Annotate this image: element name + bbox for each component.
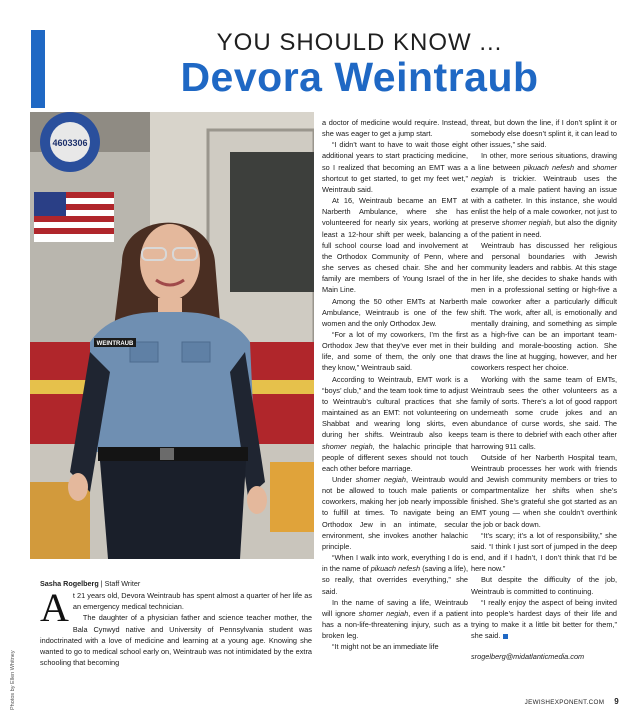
article-column-3 — [471, 117, 617, 663]
paragraph: threat, but down the line, if I don’t splint it or somebody else doesn’t splint it, it can lead to other issues,” she said. — [471, 118, 617, 150]
paragraph: “When I walk into work, everything I do is in the name of pikuach nefesh (saving a life), so really, that overrides everything,” she said. — [322, 553, 468, 596]
paragraph: a doctor of medicine would require. Instead, she was eager to get a jump start. — [322, 118, 468, 139]
paragraph: Among the 50 other EMTs at Narberth Ambulance, Weintraub is one of the few women and the only Orthodox Jew. — [322, 296, 468, 328]
article-column-2 — [322, 117, 468, 653]
intro-paragraph-1: t 21 years old, Devora Weintraub has spent almost a quarter of her life as an emergency medical technician. — [72, 591, 312, 612]
flag-decal — [34, 192, 114, 242]
page-number: 9 — [614, 697, 619, 706]
drop-cap: A — [40, 585, 69, 630]
byline-role: Staff Writer — [104, 579, 141, 588]
paragraph: According to Weintraub, EMT work is a “boys’ club,” and the team took time to adjust to Weintraub’s cultural practices that she maintained as an EMT: not volunteering on Shabbat and wearing long skirts, even during her shifts. Weintraub also keeps shomer negiah, the halachic principle that people of different sexes should not touch each other before marriage. — [322, 374, 468, 473]
author-email-link[interactable]: srogelberg@midatlanticmedia.com — [471, 652, 585, 662]
portrait-photo — [30, 112, 314, 559]
paragraph: “It might not be an immediate life — [332, 642, 439, 652]
end-mark-icon — [503, 634, 508, 639]
paragraph: At 16, Weintraub became an EMT at Narberth Ambulance, where she has volunteered for nearly six years, working at least a 12-hour shift per week, balancing a full school course load and involvement at the Orthodox Community of Penn, where she serves as chesed chair. She and her family are members of Young Israel of the Main Line. — [322, 196, 468, 295]
paragraph: Weintraub has discussed her religious and personal boundaries with Jewish community leaders and rabbis. At this stage in her life, she decides to shake hands with men in a professional setting or high-five a male coworker after a particularly difficult shift. The work, after all, is emotionally and mentally draining, and something as simple as a high-five can be an important team-building and morale-boosting action. She draws the line at hugging, however, and her coworkers respect her choice. — [471, 240, 617, 373]
paragraph: In other, more serious situations, drawing a line between pikuach nefesh and shomer negiah is trickier. Weintraub uses the example of a male patient having an issue with a catheter. In this instance, she would enlist the help of a male coworker, not just to preserve shomer negiah, but also the dignity of the patient in need. — [471, 151, 617, 239]
page-title: Devora Weintraub — [180, 54, 539, 100]
paragraph: In the name of saving a life, Weintraub will ignore shomer negiah, even if a patient has a non-life-threatening injury, such as a broken leg. — [322, 597, 469, 641]
page-footer — [525, 697, 619, 706]
section-kicker: YOU SHOULD KNOW ... — [216, 29, 503, 56]
paragraph: “I really enjoy the aspect of being invited into people’s hardest days of their life and trying to make it a little bit better for them,” she said. — [471, 597, 617, 641]
paragraph: Outside of her Narberth Hospital team, Weintraub processes her work with friends and Jewish community members or tries to compartmentalize her shifts when she’s finished. She’s grateful she got started as an EMT young — when she couldn’t overthink the job or back down. — [471, 452, 617, 529]
paragraph: “It’s scary; it’s a lot of responsibility,” she said. “I think I just sort of jumped in the deep end, and if I hadn’t, I don’t think that I’d be here now.” — [471, 530, 617, 574]
byline-author: Sasha Rogelberg — [40, 579, 99, 588]
paragraph: Working with the same team of EMTs, Weintraub sees the other volunteers as a family of sorts. There’s a lot of good rapport underneath some crude jokes and an abundance of curse words, she said. The team is there to debrief with each other after harrowing 911 calls. — [471, 374, 617, 451]
emblem-number: 4603306 — [52, 138, 88, 148]
accent-bar — [31, 30, 45, 108]
name-tag-text: WEINTRAUB — [96, 341, 134, 347]
intro-text — [40, 585, 312, 668]
paragraph: “For a lot of my coworkers, I’m the first Orthodox Jew that they’ve ever met in their life, and some of them, the only one that they know,” Weintraub said. — [322, 329, 468, 373]
paragraph: But despite the difficulty of the job, Weintraub is committed to continuing. — [471, 575, 617, 596]
paragraph: “I didn’t want to have to wait those eight additional years to start practicing medicine, so I realized that becoming an EMT was a shortcut to get started, to get my feet wet,” Weintraub said. — [322, 140, 468, 194]
paragraph: Under shomer negiah, Weintraub would not be allowed to touch male patients or coworkers, making her job nearly impossible to fulfill at times. To navigate being an Orthodox Jew in an intimate, secular environment, she invokes another halachic principle. — [322, 475, 468, 551]
intro-paragraph-2: The daughter of a physician father and science teacher mother, the Bala Cynwyd native and University of Pennsylvania student was indoctrinated with a love of medicine and learning at a young age. Knowing she wanted to go to medical school early on, Weintraub was not intimidated by the extra schooling that becoming — [40, 613, 312, 668]
byline-separator: | — [98, 579, 105, 588]
photo-credit: Photos by Ellen Whitney — [10, 650, 16, 710]
footer-site[interactable]: JEWISHEXPONENT.COM — [524, 699, 605, 706]
